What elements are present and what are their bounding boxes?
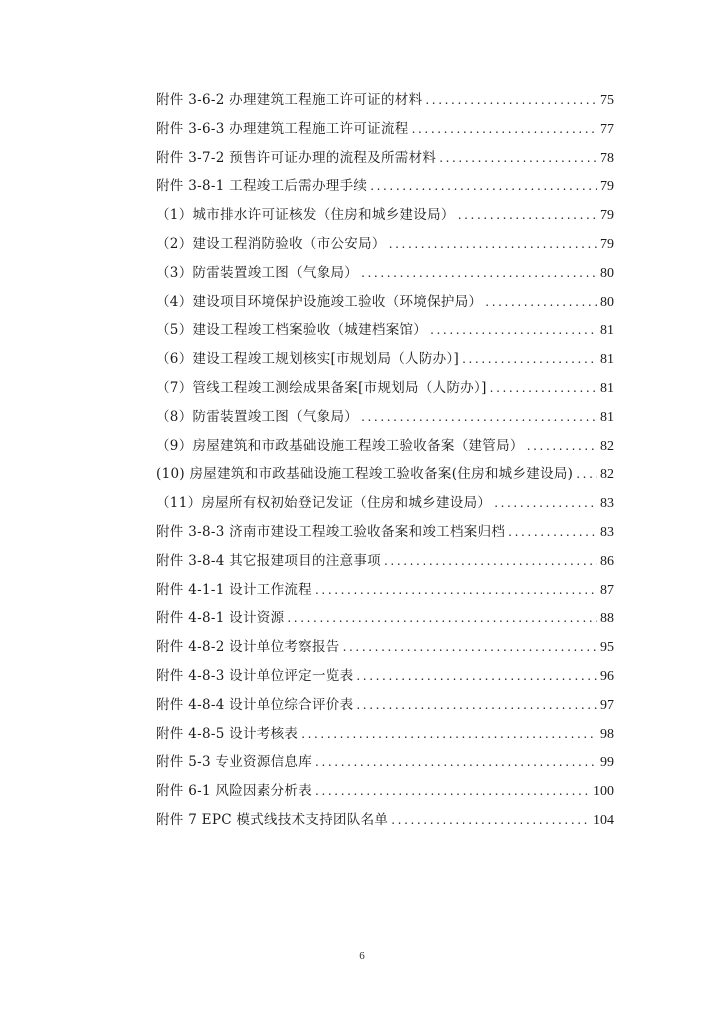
toc-entry-page: 87 bbox=[600, 582, 614, 598]
toc-entry-page: 81 bbox=[600, 409, 614, 425]
toc-entry-page: 79 bbox=[600, 236, 614, 252]
toc-leader-dots bbox=[527, 432, 597, 461]
toc-leader-dots bbox=[361, 403, 597, 432]
toc-entry-title: 附件 4-8-1 设计资源 bbox=[156, 610, 285, 627]
toc-leader-dots bbox=[301, 720, 597, 749]
toc-entry-page: 75 bbox=[600, 93, 614, 108]
toc-entry-title: 附件 3-6-2 办理建筑工程施工许可证的材料 bbox=[156, 92, 423, 108]
toc-entry[interactable] bbox=[156, 144, 614, 173]
toc-entry[interactable] bbox=[156, 432, 614, 461]
toc-entry-page: 97 bbox=[600, 697, 614, 713]
page-number: 6 bbox=[359, 950, 365, 962]
toc-leader-dots bbox=[356, 691, 597, 720]
toc-leader-dots bbox=[370, 172, 597, 201]
toc-entry-page: 95 bbox=[600, 640, 614, 656]
toc-entry[interactable] bbox=[156, 489, 614, 518]
toc-entry-title: 附件 3-7-2 预售许可证办理的流程及所需材料 bbox=[156, 149, 437, 166]
toc-entry-title: （5）建设工程竣工档案验收（城建档案馆） bbox=[156, 322, 428, 339]
toc-entry-page: 83 bbox=[600, 496, 614, 512]
toc-entry-title: 附件 3-6-3 办理建筑工程施工许可证流程 bbox=[156, 120, 409, 137]
toc-leader-dots bbox=[389, 230, 597, 259]
toc-entry-page: 80 bbox=[600, 294, 614, 310]
toc-entry-page: 100 bbox=[593, 784, 614, 800]
toc-entry-page: 82 bbox=[600, 438, 614, 454]
toc-entry-title: 附件 5-3 专业资源信息库 bbox=[156, 754, 313, 771]
toc-entry-page: 98 bbox=[600, 726, 614, 742]
toc-entry-page: 81 bbox=[600, 323, 614, 339]
toc-entry[interactable] bbox=[156, 662, 614, 691]
toc-entry[interactable] bbox=[156, 230, 614, 259]
toc-entry[interactable] bbox=[156, 86, 614, 115]
toc-entry-title: （3）防雷装置竣工图（气象局） bbox=[156, 264, 359, 281]
toc-entry-page: 88 bbox=[600, 611, 614, 627]
toc-entry[interactable] bbox=[156, 806, 614, 835]
toc-entry-title: （6）建设工程竣工规划核实[市规划局（人防办）] bbox=[156, 351, 460, 368]
toc-entry[interactable] bbox=[156, 748, 614, 777]
toc-entry-page: 96 bbox=[600, 668, 614, 684]
toc-leader-dots bbox=[462, 345, 597, 374]
toc-entry-title: 附件 6-1 风险因素分析表 bbox=[156, 783, 313, 800]
toc-leader-dots bbox=[458, 201, 597, 230]
toc-leader-dots bbox=[425, 86, 597, 115]
toc-entry-title: 附件 3-8-1 工程竣工后需办理手续 bbox=[156, 178, 368, 195]
toc-leader-dots bbox=[384, 547, 597, 576]
toc-entry-title: 附件 7 EPC 模式线技术支持团队名单 bbox=[156, 811, 389, 828]
toc-entry[interactable] bbox=[156, 345, 614, 374]
toc-leader-dots bbox=[412, 115, 597, 144]
toc-entry[interactable] bbox=[156, 403, 614, 432]
toc-entry-page: 81 bbox=[600, 380, 614, 396]
toc-entry[interactable] bbox=[156, 604, 614, 633]
toc-entry-page: 79 bbox=[600, 179, 614, 195]
toc-entry-page: 81 bbox=[600, 352, 614, 368]
toc-leader-dots bbox=[576, 460, 597, 489]
toc-entry[interactable] bbox=[156, 288, 614, 317]
toc-entry-page: 99 bbox=[600, 755, 614, 771]
toc-entry-page: 83 bbox=[600, 524, 614, 540]
toc-entry[interactable] bbox=[156, 115, 614, 144]
toc-entry[interactable] bbox=[156, 576, 614, 605]
toc-entry[interactable] bbox=[156, 720, 614, 749]
toc-entry-page: 104 bbox=[593, 812, 614, 828]
toc-leader-dots bbox=[494, 489, 597, 518]
toc-entry-title: (10) 房屋建筑和市政基础设施工程竣工验收备案(住房和城乡建设局) bbox=[156, 466, 574, 483]
toc-leader-dots bbox=[391, 806, 590, 835]
toc-entry-title: 附件 4-1-1 设计工作流程 bbox=[156, 581, 312, 598]
toc-entry[interactable] bbox=[156, 777, 614, 806]
toc-entry-page: 82 bbox=[600, 467, 614, 483]
toc-entry[interactable] bbox=[156, 633, 614, 662]
toc-leader-dots bbox=[315, 748, 597, 777]
toc-entry[interactable] bbox=[156, 691, 614, 720]
toc-entry-title: 附件 3-8-3 济南市建设工程竣工验收备案和竣工档案归档 bbox=[156, 523, 506, 540]
toc-entry-title: （11）房屋所有权初始登记发证（住房和城乡建设局） bbox=[156, 495, 492, 512]
toc-entry-page: 78 bbox=[600, 150, 614, 166]
toc-leader-dots bbox=[356, 662, 597, 691]
toc-leader-dots bbox=[490, 374, 597, 403]
toc-entry[interactable] bbox=[156, 518, 614, 547]
toc-leader-dots bbox=[361, 259, 597, 288]
toc-leader-dots bbox=[508, 518, 597, 547]
toc-entry-title: （9）房屋建筑和市政基础设施工程竣工验收备案（建管局） bbox=[156, 437, 524, 454]
toc-entry[interactable] bbox=[156, 460, 614, 489]
toc-entry[interactable] bbox=[156, 316, 614, 345]
toc-entry[interactable] bbox=[156, 172, 614, 201]
table-of-contents bbox=[156, 86, 614, 835]
toc-leader-dots bbox=[315, 777, 590, 806]
toc-entry-title: 附件 4-8-3 设计单位评定一览表 bbox=[156, 667, 354, 684]
toc-entry-page: 79 bbox=[600, 208, 614, 224]
toc-entry-page: 86 bbox=[600, 553, 614, 569]
toc-entry-title: （1）城市排水许可证核发（住房和城乡建设局） bbox=[156, 207, 455, 224]
toc-entry-title: 附件 4-8-2 设计单位考察报告 bbox=[156, 639, 340, 656]
toc-entry-title: （4）建设项目环境保护设施竣工验收（环境保护局） bbox=[156, 293, 483, 310]
toc-leader-dots bbox=[485, 288, 597, 317]
toc-entry[interactable] bbox=[156, 547, 614, 576]
toc-leader-dots bbox=[343, 633, 597, 662]
toc-leader-dots bbox=[287, 604, 597, 633]
toc-leader-dots bbox=[430, 316, 597, 345]
toc-entry[interactable] bbox=[156, 201, 614, 230]
toc-entry-page: 80 bbox=[600, 265, 614, 281]
toc-entry-title: （8）防雷装置竣工图（气象局） bbox=[156, 408, 359, 425]
toc-entry-page: 77 bbox=[600, 121, 614, 137]
toc-entry[interactable] bbox=[156, 259, 614, 288]
toc-entry[interactable] bbox=[156, 374, 614, 403]
toc-leader-dots bbox=[315, 576, 597, 605]
toc-leader-dots bbox=[439, 144, 597, 173]
toc-entry-title: 附件 4-8-4 设计单位综合评价表 bbox=[156, 696, 354, 713]
toc-entry-title: （2）建设工程消防验收（市公安局） bbox=[156, 235, 386, 252]
toc-entry-title: 附件 4-8-5 设计考核表 bbox=[156, 725, 299, 742]
toc-entry-title: （7）管线工程竣工测绘成果备案[市规划局（人防办）] bbox=[156, 379, 487, 396]
toc-entry-title: 附件 3-8-4 其它报建项目的注意事项 bbox=[156, 552, 381, 569]
